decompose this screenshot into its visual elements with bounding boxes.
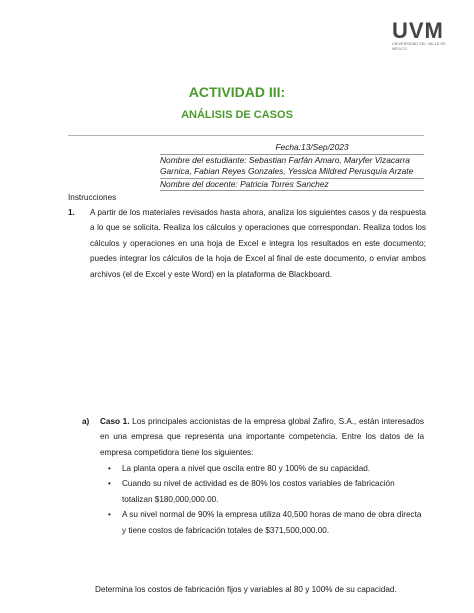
determine-text: Determina los costos de fabricación fijos y variables al 80 y 100% de su capacidad.: [95, 585, 397, 594]
case1-text: Los principales accionistas de la empresa global Zafiro, S.A., están interesados en una empresa que representa una importante competencia. Entre los datos de la empresa competidora tiene los siguientes:: [100, 417, 424, 457]
case1-label: Caso 1.: [100, 417, 130, 426]
students-line-2: Garnica, Fabian Reyes Gonzales, Yessica Mildred Perusquía Arzate: [160, 166, 424, 179]
instructions-heading: Instrucciones: [68, 193, 117, 202]
students-line-1: Nombre del estudiante: Sebastian Farfán Amaro, Maryfer Vizacarra: [160, 154, 410, 165]
list-item: [108, 476, 424, 507]
bullet-text: Cuando su nivel de actividad es de 80% los costos variables de fabricación totalizan $180,000,000.00.: [122, 479, 395, 504]
bullet-text: La planta opera a nivel que oscila entre 80 y 100% de su capacidad.: [122, 464, 371, 473]
bullet-icon: •: [108, 510, 111, 520]
info-block: [160, 142, 424, 191]
list-item: [108, 461, 424, 476]
instruction-item: [68, 205, 426, 282]
item-number: 1.: [68, 208, 75, 217]
uvm-logo: [392, 20, 454, 50]
date-line: Fecha:13/Sep/2023: [160, 142, 424, 155]
instruction-text: A partir de los materiales revisados hasta ahora, analiza los siguientes casos y da respuesta a lo que se solicita. Realiza los cálculos y operaciones que correspondan. Realiza todos los cálculos y operaciones en una hoja de Excel e integra los resultados en este documento; puedes integrar los cálculos de la hoja de Excel al final de este documento, o enviar ambos archivos (el de Excel y este Word) en la plataforma de Blackboard.: [90, 208, 426, 279]
bullet-icon: •: [108, 464, 111, 473]
case1-paragraph: [82, 414, 424, 460]
page-subtitle: ANÁLISIS DE CASOS: [181, 109, 293, 121]
bullet-icon: •: [108, 479, 111, 489]
bullet-text: A su nivel normal de 90% la empresa utiliza 40,500 horas de mano de obra directa y tiene costos de fabricación totales de $371,500,000.00.: [122, 510, 422, 535]
list-item: [108, 507, 424, 538]
title-divider: [68, 135, 424, 136]
teacher-line: Nombre del docente: Patricia Torres Sanchez: [160, 179, 424, 192]
page-title: ACTIVIDAD III:: [188, 84, 286, 100]
case1-letter: a): [82, 417, 90, 426]
case1-bullets: [108, 461, 424, 538]
case1-body: [100, 414, 424, 460]
logo-subtext: UNIVERSIDAD DEL VALLE DE MÉXICO: [392, 42, 446, 51]
logo-text: UVM: [392, 18, 444, 43]
